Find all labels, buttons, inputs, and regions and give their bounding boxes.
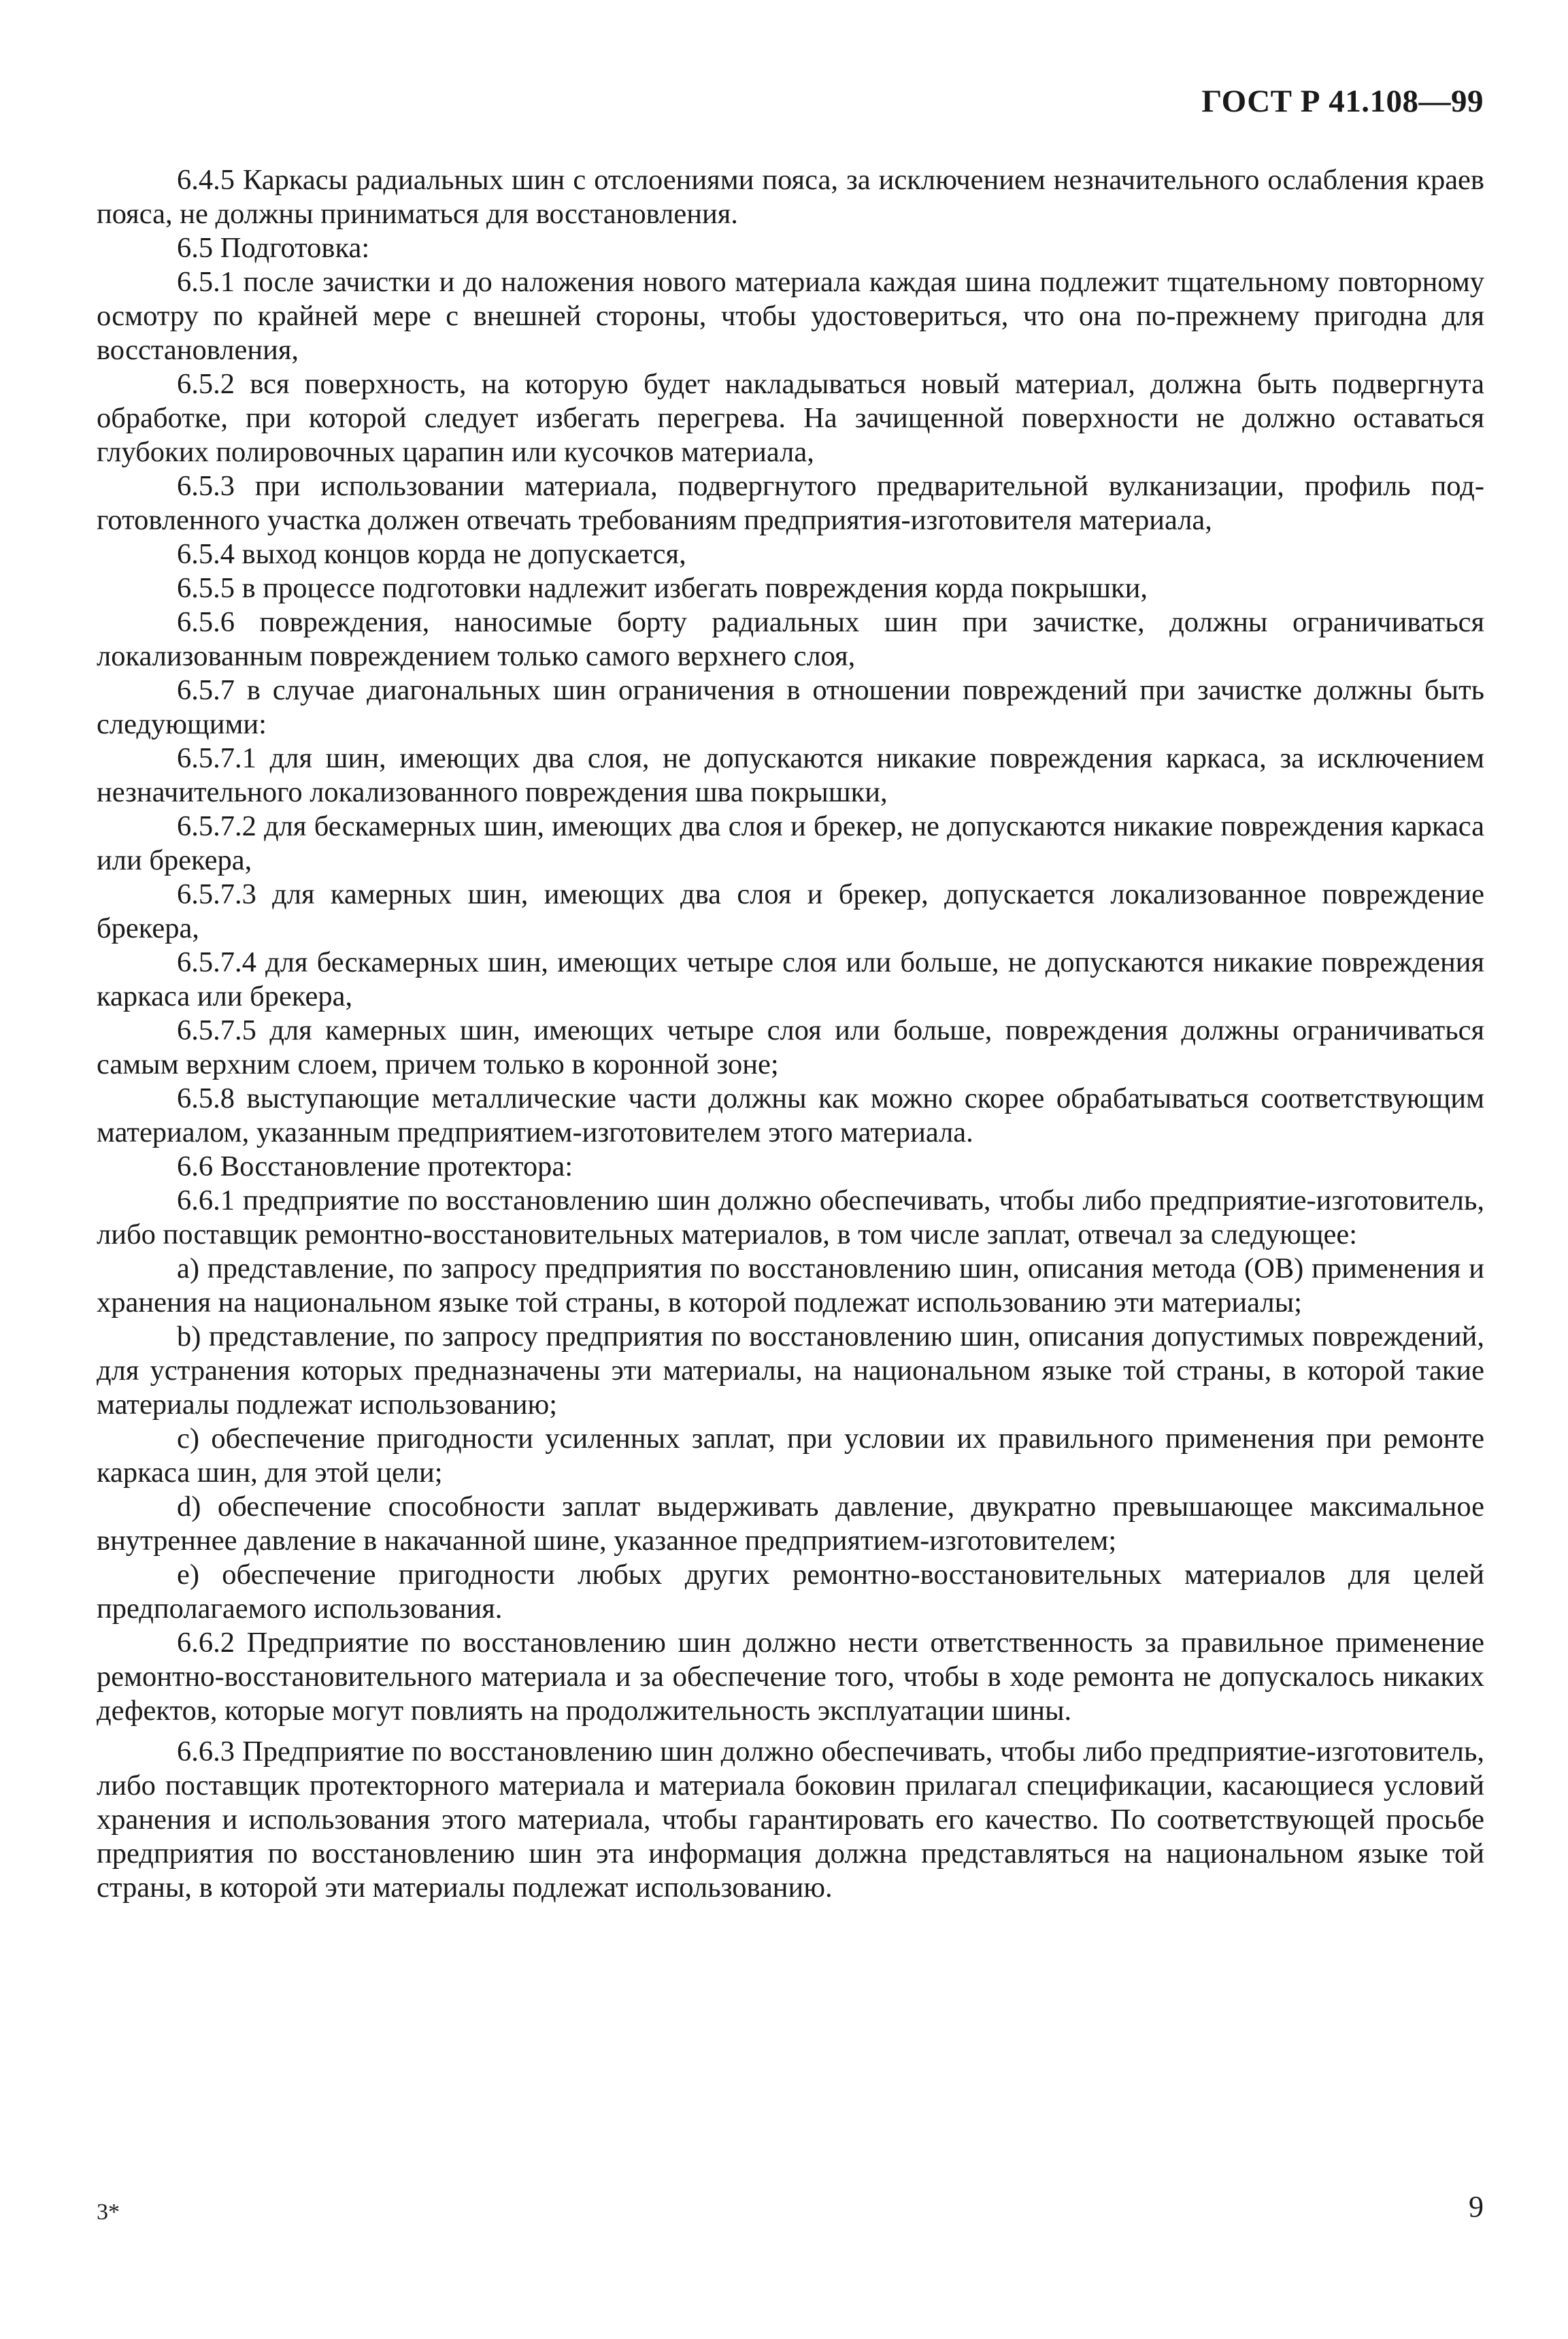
paragraph-6-5-7: 6.5.7 в случае диагональных шин ограничения в отношении повреждений при зачистке должны быть следующими: [97, 674, 1484, 740]
paragraph-6-6-1-b: b) представление, по запросу предприятия по восстановлению шин, описания допустимых повреждений, для устранения которых предназначены эти материалы, на национальном языке той страны, в которой такие материалы подлежат использованию; [97, 1321, 1484, 1421]
signature-mark: 3* [97, 2200, 120, 2225]
paragraph-6-6-1-c: с) обеспечение пригодности усиленных заплат, при условии их правильного применения при ремонте каркаса шин, для этой цели; [97, 1423, 1484, 1489]
paragraph-6-5-1: 6.5.1 после зачистки и до наложения нового материала каждая шина подлежит тщательному повторному осмотру по крайней мере с внешней стороны, чтобы удостовериться, что она по-прежнему пригодна для восстановления, [97, 266, 1484, 366]
paragraph-6-5-7-1: 6.5.7.1 для шин, имеющих два слоя, не допускаются никакие повреждения каркаса, за исключением незначительного локализованного повреждения шва покрышки, [97, 742, 1484, 808]
paragraph-6-5-4: 6.5.4 выход концов корда не допускается, [177, 538, 686, 570]
paragraph-6-5-5: 6.5.5 в процессе подготовки надлежит избегать повреждения корда покрышки, [177, 572, 1148, 604]
paragraph-6-6-1: 6.6.1 предприятие по восстановлению шин должно обеспечивать, чтобы либо предприятие-изготовитель, либо поставщик ремонтно-восстановительных материалов, в том числе заплат, отвечал за следующее: [97, 1184, 1484, 1250]
paragraph-6-6-1-d: d) обеспечение способности заплат выдерживать давление, двукратно превышающее максимальное внутреннее давление в накачанной шине, указанное предприятием-изготовителем; [97, 1491, 1484, 1557]
paragraph-6-5: 6.5 Подготовка: [177, 232, 370, 264]
paragraph-6-6-3: 6.6.3 Предприятие по восстановлению шин должно обеспечивать, чтобы либо предприятие-изготовитель, либо поставщик протекторного материала и материала боковин прилагал спецификации, касающиеся условий хранения и использования этого материала, чтобы гарантировать его качество. По соответствующей просьбе предприятия по восстановлению шин эта информация должна представляться на национальном языке той страны, в которой эти материалы подлежат использованию. [97, 1736, 1484, 1904]
paragraph-6-5-6: 6.5.6 повреждения, наносимые борту радиальных шин при зачистке, должны ограничиваться локализованным повреждением только самого верхнего слоя, [97, 606, 1484, 672]
paragraph-6-5-7-3: 6.5.7.3 для камерных шин, имеющих два слоя и брекер, допускается локализованное повреждение брекера, [97, 878, 1484, 944]
paragraph-6-6: 6.6 Восстановление протектора: [177, 1150, 573, 1182]
paragraph-6-5-3: 6.5.3 при использовании материала, подвергнутого предварительной вулканизации, профиль подготовленного участка должен отвечать требованиям предприятия-изготовителя материала, [97, 470, 1484, 536]
page-number: 9 [1469, 2190, 1484, 2223]
paragraph-6-5-7-5: 6.5.7.5 для камерных шин, имеющих четыре слоя или больше, повреждения должны ограничиваться самым верхним слоем, причем только в коронной зоне; [97, 1014, 1484, 1080]
document-body [97, 163, 1484, 1905]
paragraph-6-5-2: 6.5.2 вся поверхность, на которую будет накладываться новый материал, должна быть подвергнута обработке, при которой следует избегать перегрева. На зачищенной поверхности не должно оставаться глубоких полировочных царапин или кусочков материала, [97, 368, 1484, 468]
paragraph-6-6-1-a: а) представление, по запросу предприятия по восстановлению шин, описания метода (ОВ) применения и хранения на национальном языке той страны, в которой подлежат использованию эти материалы; [97, 1253, 1484, 1318]
paragraph-6-5-7-2: 6.5.7.2 для бескамерных шин, имеющих два слоя и брекер, не допускаются никакие повреждения каркаса или брекера, [97, 810, 1484, 876]
paragraph-6-6-2: 6.6.2 Предприятие по восстановлению шин должно нести ответственность за правильное применение ремонтно-восстановительного материала и за обеспечение того, чтобы в ходе ремонта не допускалось никаких дефектов, которые могут повлиять на продолжительность эксплуатации шины. [97, 1627, 1484, 1727]
paragraph-6-5-8: 6.5.8 выступающие металлические части должны как можно скорее обрабатываться соответствующим материалом, указанным предприятием-изготовителем этого материала. [97, 1082, 1484, 1148]
document-code: ГОСТ Р 41.108—99 [1201, 84, 1484, 119]
paragraph-6-6-1-e: е) обеспечение пригодности любых других ремонтно-восстановительных материалов для целей предполагаемого использования. [97, 1559, 1484, 1625]
paragraph-6-5-7-4: 6.5.7.4 для бескамерных шин, имеющих четыре слоя или больше, не допускаются никакие повреждения каркаса или брекера, [97, 946, 1484, 1012]
paragraph-6-4-5: 6.4.5 Каркасы радиальных шин с отслоениями пояса, за исключением незначительного ослабления краев пояса, не должны приниматься для восстановления. [97, 164, 1484, 230]
